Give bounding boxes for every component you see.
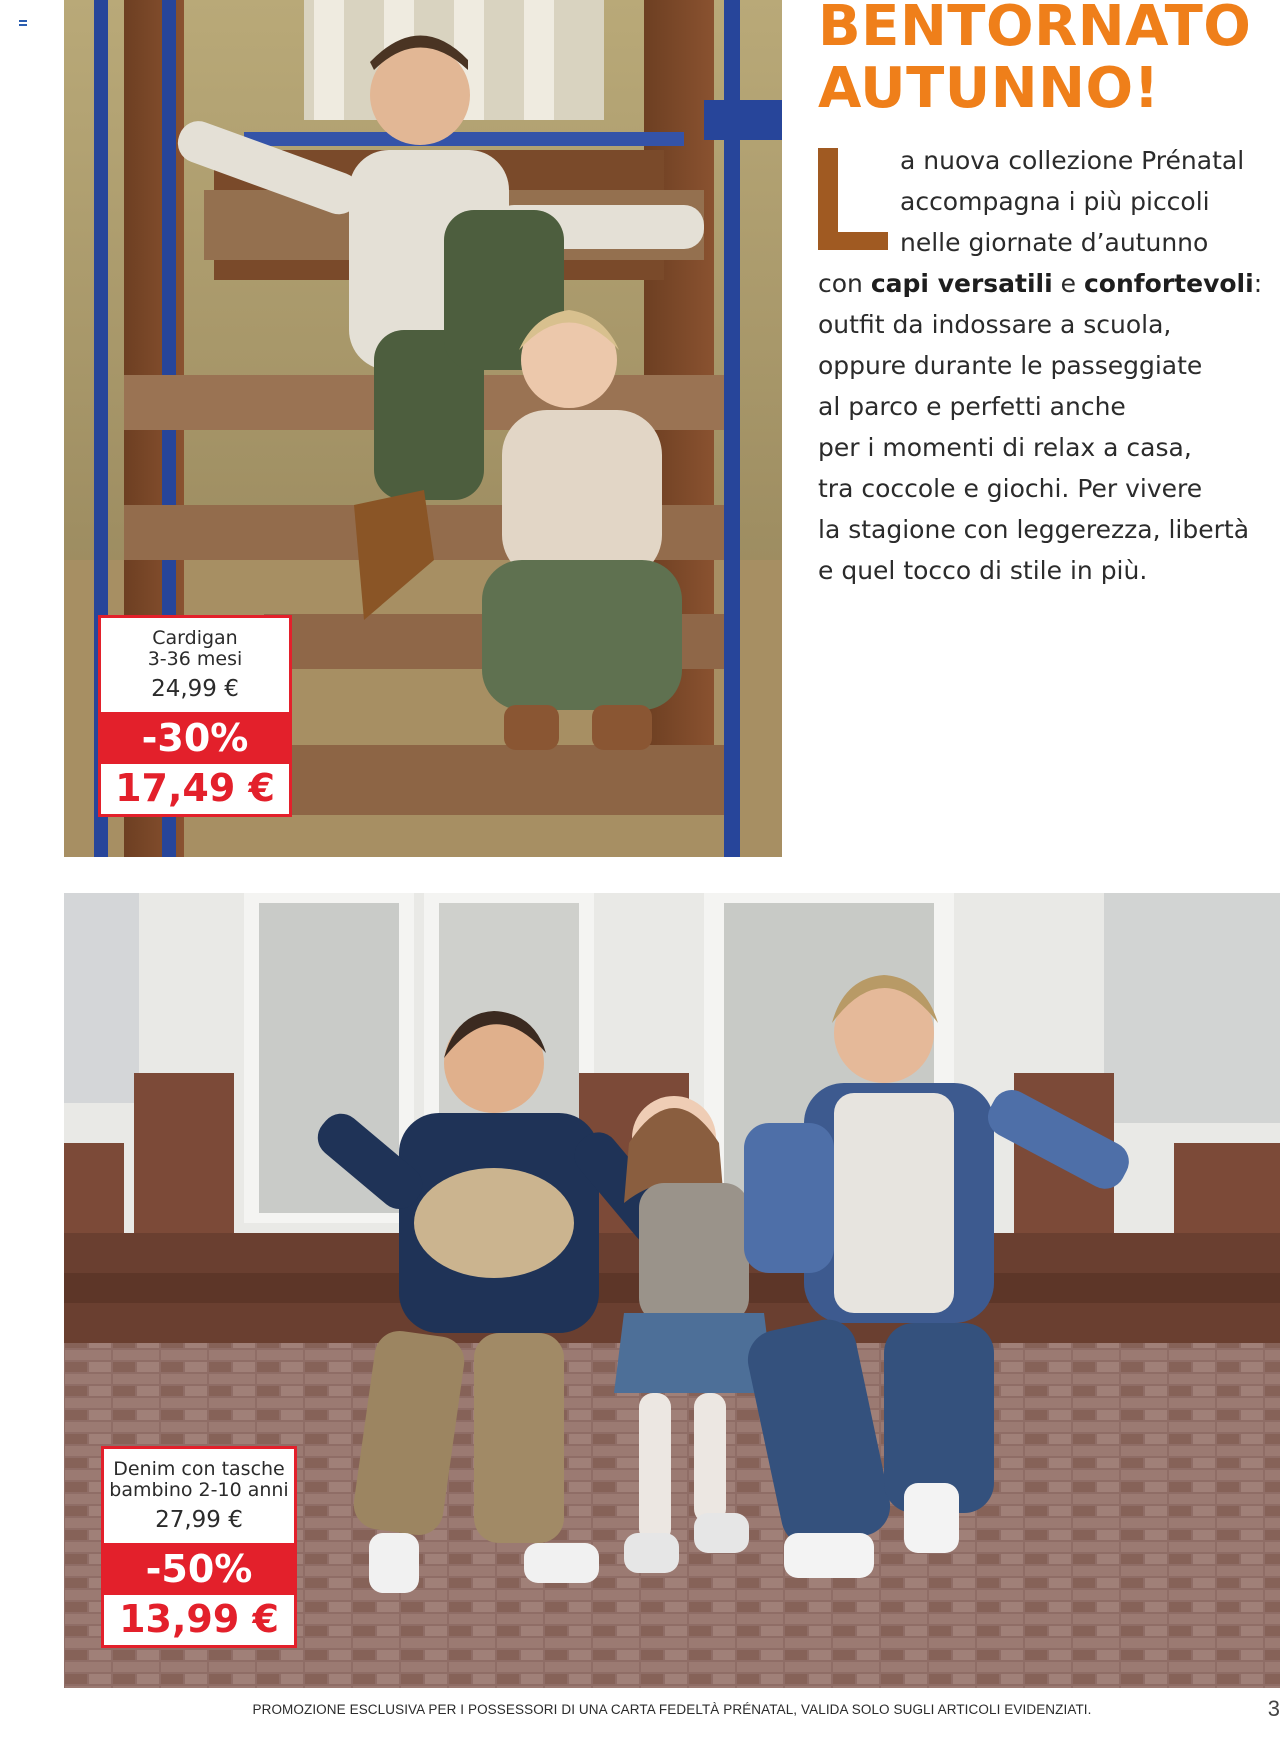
copy-line: oppure durante le passeggiate <box>818 351 1203 380</box>
headline-line-2: AUTUNNO! <box>818 56 1160 121</box>
copy-line: con capi versatili e confortevoli: <box>818 269 1263 298</box>
original-price: 24,99 € <box>151 676 239 702</box>
discount-badge: -50% <box>104 1543 294 1595</box>
price-tag-denim[interactable] <box>101 1446 297 1648</box>
headline <box>818 0 1268 120</box>
original-price: 27,99 € <box>155 1507 243 1533</box>
copy-line: la stagione con leggerezza, libertà <box>818 515 1250 544</box>
copy-line: a nuova collezione Prénatal <box>900 146 1245 175</box>
copy-line: tra coccole e giochi. Per vivere <box>818 474 1203 503</box>
promo-disclaimer: PROMOZIONE ESCLUSIVA PER I POSSESSORI DI UNA CARTA FEDELTÀ PRÉNATAL, VALIDA SOLO SUGLI ARTICOLI EVIDENZIATI. <box>252 1702 1092 1717</box>
product-name: Cardigan 3-36 mesi <box>147 627 243 670</box>
copy-bold-confortevoli: confortevoli <box>1083 269 1254 298</box>
sale-price: 17,49 € <box>115 766 275 810</box>
copy-line: e quel tocco di stile in più. <box>818 556 1148 585</box>
copy-line: al parco e perfetti anche <box>818 392 1126 421</box>
copy-line: outfit da indossare a scuola, <box>818 310 1172 339</box>
headline-line-1: BENTORNATO <box>818 0 1252 59</box>
menu-icon[interactable] <box>19 20 27 26</box>
product-name: Denim con tasche bambino 2-10 anni <box>109 1458 289 1501</box>
discount-badge: -30% <box>101 712 289 764</box>
copy-line: per i momenti di relax a casa, <box>818 433 1192 462</box>
body-copy <box>818 140 1273 591</box>
sale-price: 13,99 € <box>119 1597 279 1641</box>
page-number: 3 <box>1267 1696 1280 1721</box>
copy-line: accompagna i più piccoli <box>900 187 1210 216</box>
price-tag-cardigan[interactable] <box>98 615 292 817</box>
copy-bold-versatili: capi versatili <box>870 269 1053 298</box>
copy-line: nelle giornate d’autunno <box>900 228 1209 257</box>
